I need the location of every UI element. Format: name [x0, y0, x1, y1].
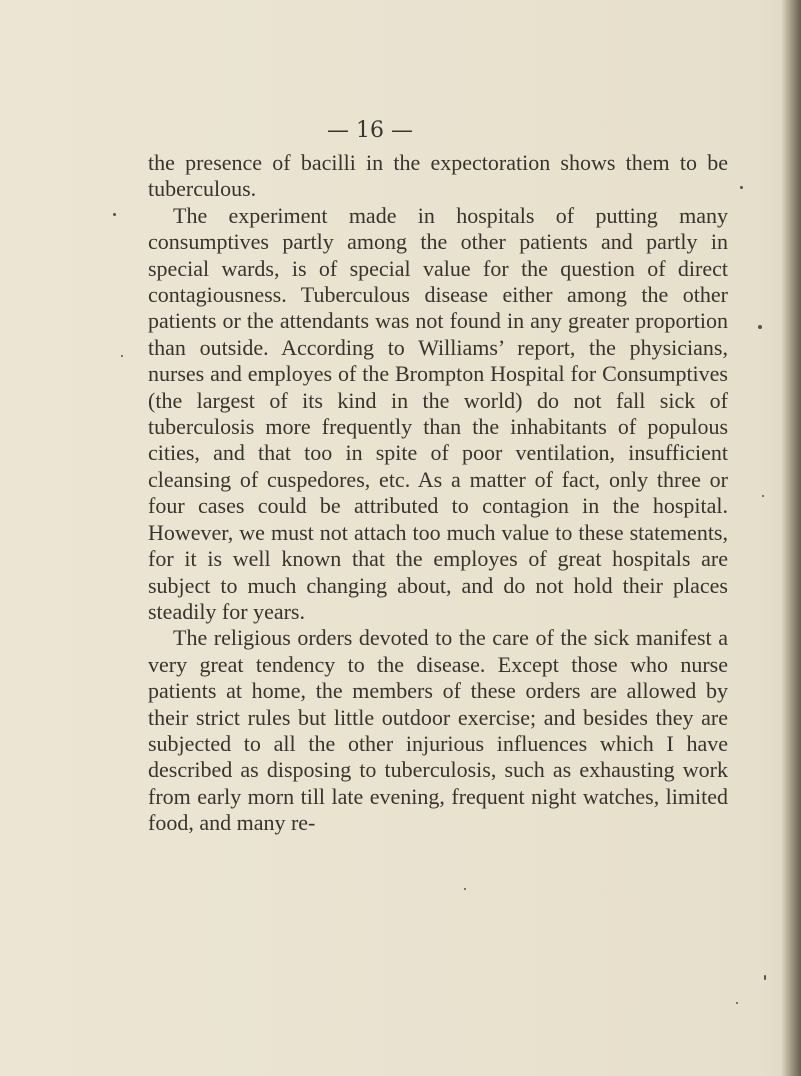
paper-speck [464, 888, 466, 890]
paper-speck [113, 213, 116, 216]
paper-speck [121, 355, 123, 357]
page-number: — 16 — [327, 118, 413, 143]
paper-speck [736, 1002, 738, 1004]
paragraph-1: the presence of bacilli in the expectoration shows them to be tuberculous. [148, 150, 728, 202]
paper-speck [762, 495, 764, 497]
page-edge-shadow [781, 0, 801, 1076]
paragraph-2: The experiment made in hospitals of putting many consumptives partly among the other patients and partly in special wards, is of special value for the question of direct contagiousness. Tuberculous disease either among the other patients or the attendants was not found in any greater proportion than outside. According to Williams’ report, the physicians, nurses and employes of the Brompton Hospital for Consumptives (the largest of its kind in the world) do not fall sick of tuberculosis more frequently than the inhabitants of populous cities, and that too in spite of poor ventilation, insufficient cleansing of cuspedores, etc. As a matter of fact, only three or four cases could be attributed to contagion in the hospital. However, we must not attach too much value to these statements, for it is well known that the employes of great hospitals are subject to much changing about, and do not hold their places steadily for years. [148, 202, 728, 624]
paper-speck [764, 975, 766, 980]
paper-speck [740, 186, 743, 189]
body-text [148, 150, 728, 837]
paper-speck [758, 325, 762, 329]
paragraph-3: The religious orders devoted to the care of the sick manifest a very great tendency to the disease. Except those who nurse patients at home, the members of these orders are allowed by their strict rules but little outdoor exercise; and besides they are subjected to all the other injurious influences which I have described as disposing to tuberculosis, such as exhausting work from early morn till late evening, frequent night watches, limited food, and many re- [148, 625, 728, 836]
